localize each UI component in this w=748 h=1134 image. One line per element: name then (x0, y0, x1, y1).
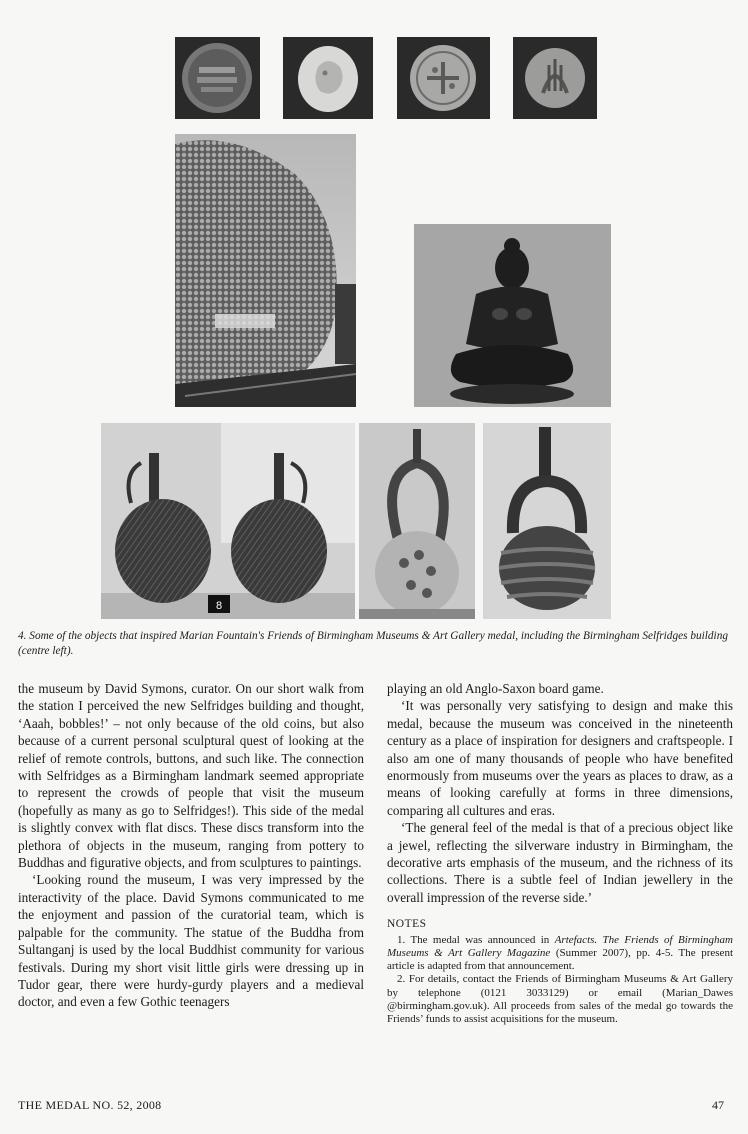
note-1 (387, 934, 733, 974)
jugs-photo (101, 423, 355, 619)
note-2: 2. For details, contact the Friends of Birmingham Museums & Art Gallery by telephone (0121 3033129) or email (Marian_Dawes @birmingham.gov.uk). All proceeds from sales of the medal go towards the Friends’ funds to assist acquisitions for the museum. (387, 973, 733, 1025)
coin-1-photo (175, 37, 260, 119)
jug-tag-number: 8 (215, 600, 223, 612)
right-paragraph-1: playing an old Anglo-Saxon board game. (387, 681, 604, 696)
coin-4-photo (513, 37, 597, 119)
coin-3-photo (397, 37, 490, 119)
journal-footer: THE MEDAL NO. 52, 2008 (18, 1098, 162, 1112)
page-number: 47 (712, 1098, 724, 1112)
right-paragraph-3: ‘The general feel of the medal is that of a precious object like a jewel, reflecting the silverware industry in Birmingham, the decorative arts emphasis of the museum, and the richness of its collections. There is a subtle feel of Indian jewellery in the overall impression of the reverse side.’ (387, 820, 733, 905)
notes-heading: NOTES (387, 918, 427, 931)
figure-caption: 4. Some of the objects that inspired Marian Fountain's Friends of Birmingham Museums & Art Gallery medal, including the Birmingham Selfridges building (centre left). (18, 630, 728, 657)
striped-vessel-photo (483, 423, 611, 619)
selfridges-building-photo (175, 134, 356, 407)
buddha-statue-photo (414, 224, 611, 407)
note-1-text-a: 1. The medal was announced in (397, 933, 555, 946)
right-column (387, 680, 733, 1026)
right-paragraph-2: ‘It was personally very satisfying to design and make this medal, because the museum was conceived in the nineteenth century as a place of inspiration for designers and craftspeople. I also am one of many thousands of people who have benefited enormously from museums over the years as places to draw, as a means of looking carefully at forms in three dimensions, comparing all cultures and eras. (387, 698, 733, 818)
coin-2-photo (283, 37, 373, 119)
note-1-text-b: (Summer 2007), pp. 4-5. The present article is adapted from that announcement. (387, 946, 733, 973)
left-paragraph-2: ‘Looking round the museum, I was very impressed by the interactivity of the place. David Symons communicated to me the enjoyment and passion of the curatorial team, which is palpable for the community. The statue of the Buddha from Sultanganj is used by the local Buddhist community for various festivals. During my short visit little girls were dressing up in Tudor gear, there were hurdy-gurdy players and a medieval doctor, and even a few Gothic teenagers (18, 872, 364, 1010)
left-paragraph-1: the museum by David Symons, curator. On our short walk from the station I perceived the new Selfridges building and thought, ‘Aaah, bobbles!’ – not only because of the old coins, but also because of a current personal sculptural quest of looking at the relief of remote controls, buttons, and such like. The connection with Selfridges as a Birmingham landmark seemed appropriate to represent the crowds of people that visit the museum (hopefully as many as go to Selfridges!). This side of the medal is slightly convex with flat discs. These discs transform into the plethora of objects in the museum, ranging from pottery to Buddhas and figurative objects, and from sculptures to paintings. (18, 681, 364, 871)
stirrup-vessel-photo (359, 423, 475, 619)
note-1-title: Artefacts. The Friends of Birmingham Museums & Art Gallery Magazine (387, 933, 733, 959)
left-column (18, 680, 364, 1011)
